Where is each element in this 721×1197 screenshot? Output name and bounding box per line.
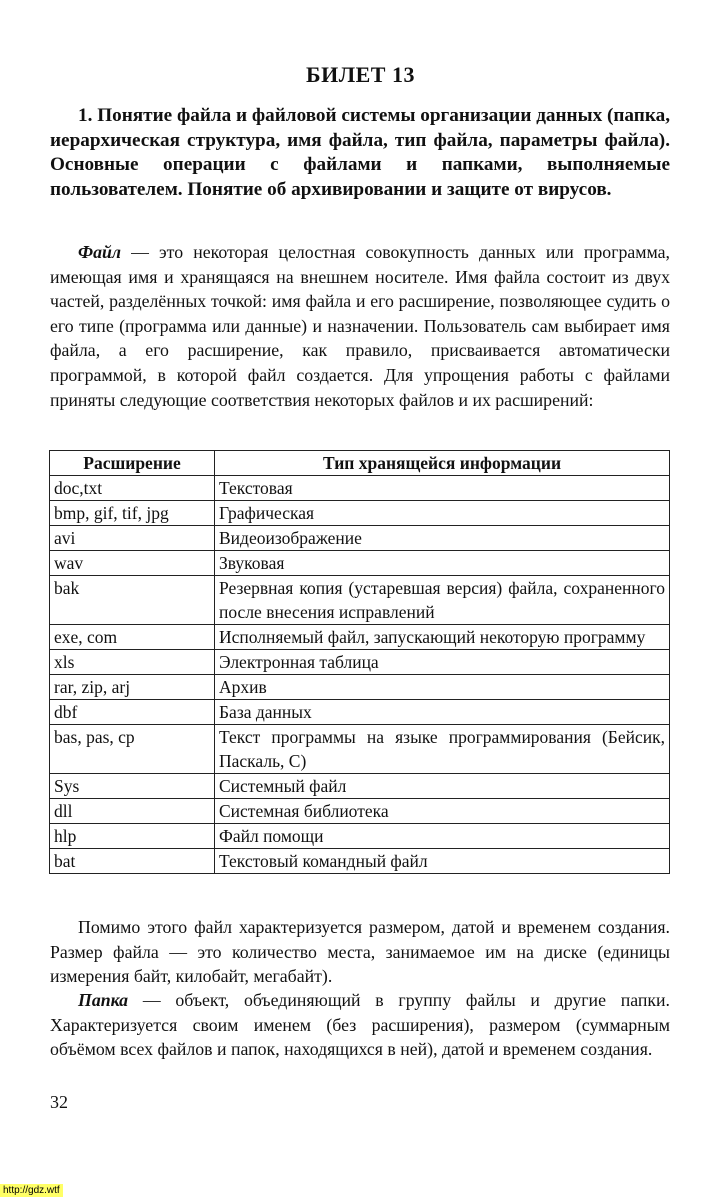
extension-cell: dbf xyxy=(50,700,215,725)
table-row xyxy=(50,725,670,774)
table-row xyxy=(50,650,670,675)
table-row xyxy=(50,824,670,849)
type-cell: Резервная копия (устаревшая версия) файла, сохраненного после внесения исправлений xyxy=(215,576,670,625)
folder-definition-paragraph xyxy=(50,988,670,1062)
type-cell: Звуковая xyxy=(215,551,670,576)
extension-cell: bat xyxy=(50,849,215,874)
extension-cell: bmp, gif, tif, jpg xyxy=(50,501,215,526)
table-row xyxy=(50,576,670,625)
type-cell: Системный файл xyxy=(215,774,670,799)
extension-cell: bak xyxy=(50,576,215,625)
extension-cell: bas, pas, cp xyxy=(50,725,215,774)
table-row xyxy=(50,625,670,650)
type-cell: Видеоизображение xyxy=(215,526,670,551)
file-term: Файл xyxy=(78,242,122,262)
table-row xyxy=(50,675,670,700)
page-number: 32 xyxy=(50,1092,68,1112)
type-cell: Файл помощи xyxy=(215,824,670,849)
extension-cell: exe, com xyxy=(50,625,215,650)
extension-cell: Sys xyxy=(50,774,215,799)
extension-cell: xls xyxy=(50,650,215,675)
file-definition-paragraph xyxy=(50,240,670,412)
ticket-heading: БИЛЕТ 13 xyxy=(306,62,415,87)
table-row xyxy=(50,526,670,551)
table-row xyxy=(50,700,670,725)
extension-cell: rar, zip, arj xyxy=(50,675,215,700)
type-cell: Текстовый командный файл xyxy=(215,849,670,874)
type-cell: Архив xyxy=(215,675,670,700)
extension-cell: avi xyxy=(50,526,215,551)
column-header-type: Тип хранящейся информации xyxy=(215,451,670,476)
folder-definition-text: — объект, объединяющий в группу файлы и другие папки. Характеризуется своим именем (без расширения), размером (суммарным объёмом всех файлов и папок, находящихся в ней), датой и временем создания. xyxy=(50,990,670,1060)
table-row xyxy=(50,799,670,824)
type-cell: Исполняемый файл, запускающий некоторую программу xyxy=(215,625,670,650)
watermark-link[interactable]: http://gdz.wtf xyxy=(0,1184,63,1197)
extension-cell: dll xyxy=(50,799,215,824)
table-row xyxy=(50,551,670,576)
table-header-row xyxy=(50,451,670,476)
table-row xyxy=(50,501,670,526)
file-attributes-paragraph: Помимо этого файл характеризуется размером, датой и временем создания. Размер файла — это количество места, занимаемое им на диске (единицы измерения байт, килобайт, мегабайт). xyxy=(50,917,670,987)
extensions-table xyxy=(49,450,670,874)
type-cell: Текст программы на языке программирования (Бейсик, Паскаль, С) xyxy=(215,725,670,774)
column-header-extension: Расширение xyxy=(50,451,215,476)
table-row xyxy=(50,774,670,799)
table-row xyxy=(50,476,670,501)
question-title: 1. Понятие файла и файловой системы организации данных (папка, иерархическая структура, имя файла, тип файла, параметры файла). Основные операции с файлами и папками, выполняемые пользователем. Понятие об архивировании и защите от вирусов. xyxy=(50,105,670,200)
folder-term: Папка xyxy=(78,990,129,1010)
type-cell: Электронная таблица xyxy=(215,650,670,675)
type-cell: Системная библиотека xyxy=(215,799,670,824)
file-definition-text: — это некоторая целостная совокупность данных или программа, имеющая имя и хранящаяся на внешнем носителе. Имя файла состоит из двух частей, разделённых точкой: имя файла и его расширение, позволяющее судить о его типе (программа или данные) и назначении. Пользователь сам выбирает имя файла, а его расширение, как правило, присваивается автоматически программой, в которой файл создается. Для упрощения работы с файлами приняты следующие соответствия некоторых файлов и их расширений: xyxy=(50,242,670,410)
type-cell: База данных xyxy=(215,700,670,725)
extension-cell: wav xyxy=(50,551,215,576)
table-row xyxy=(50,849,670,874)
extension-cell: hlp xyxy=(50,824,215,849)
type-cell: Графическая xyxy=(215,501,670,526)
type-cell: Текстовая xyxy=(215,476,670,501)
extension-cell: doc,txt xyxy=(50,476,215,501)
